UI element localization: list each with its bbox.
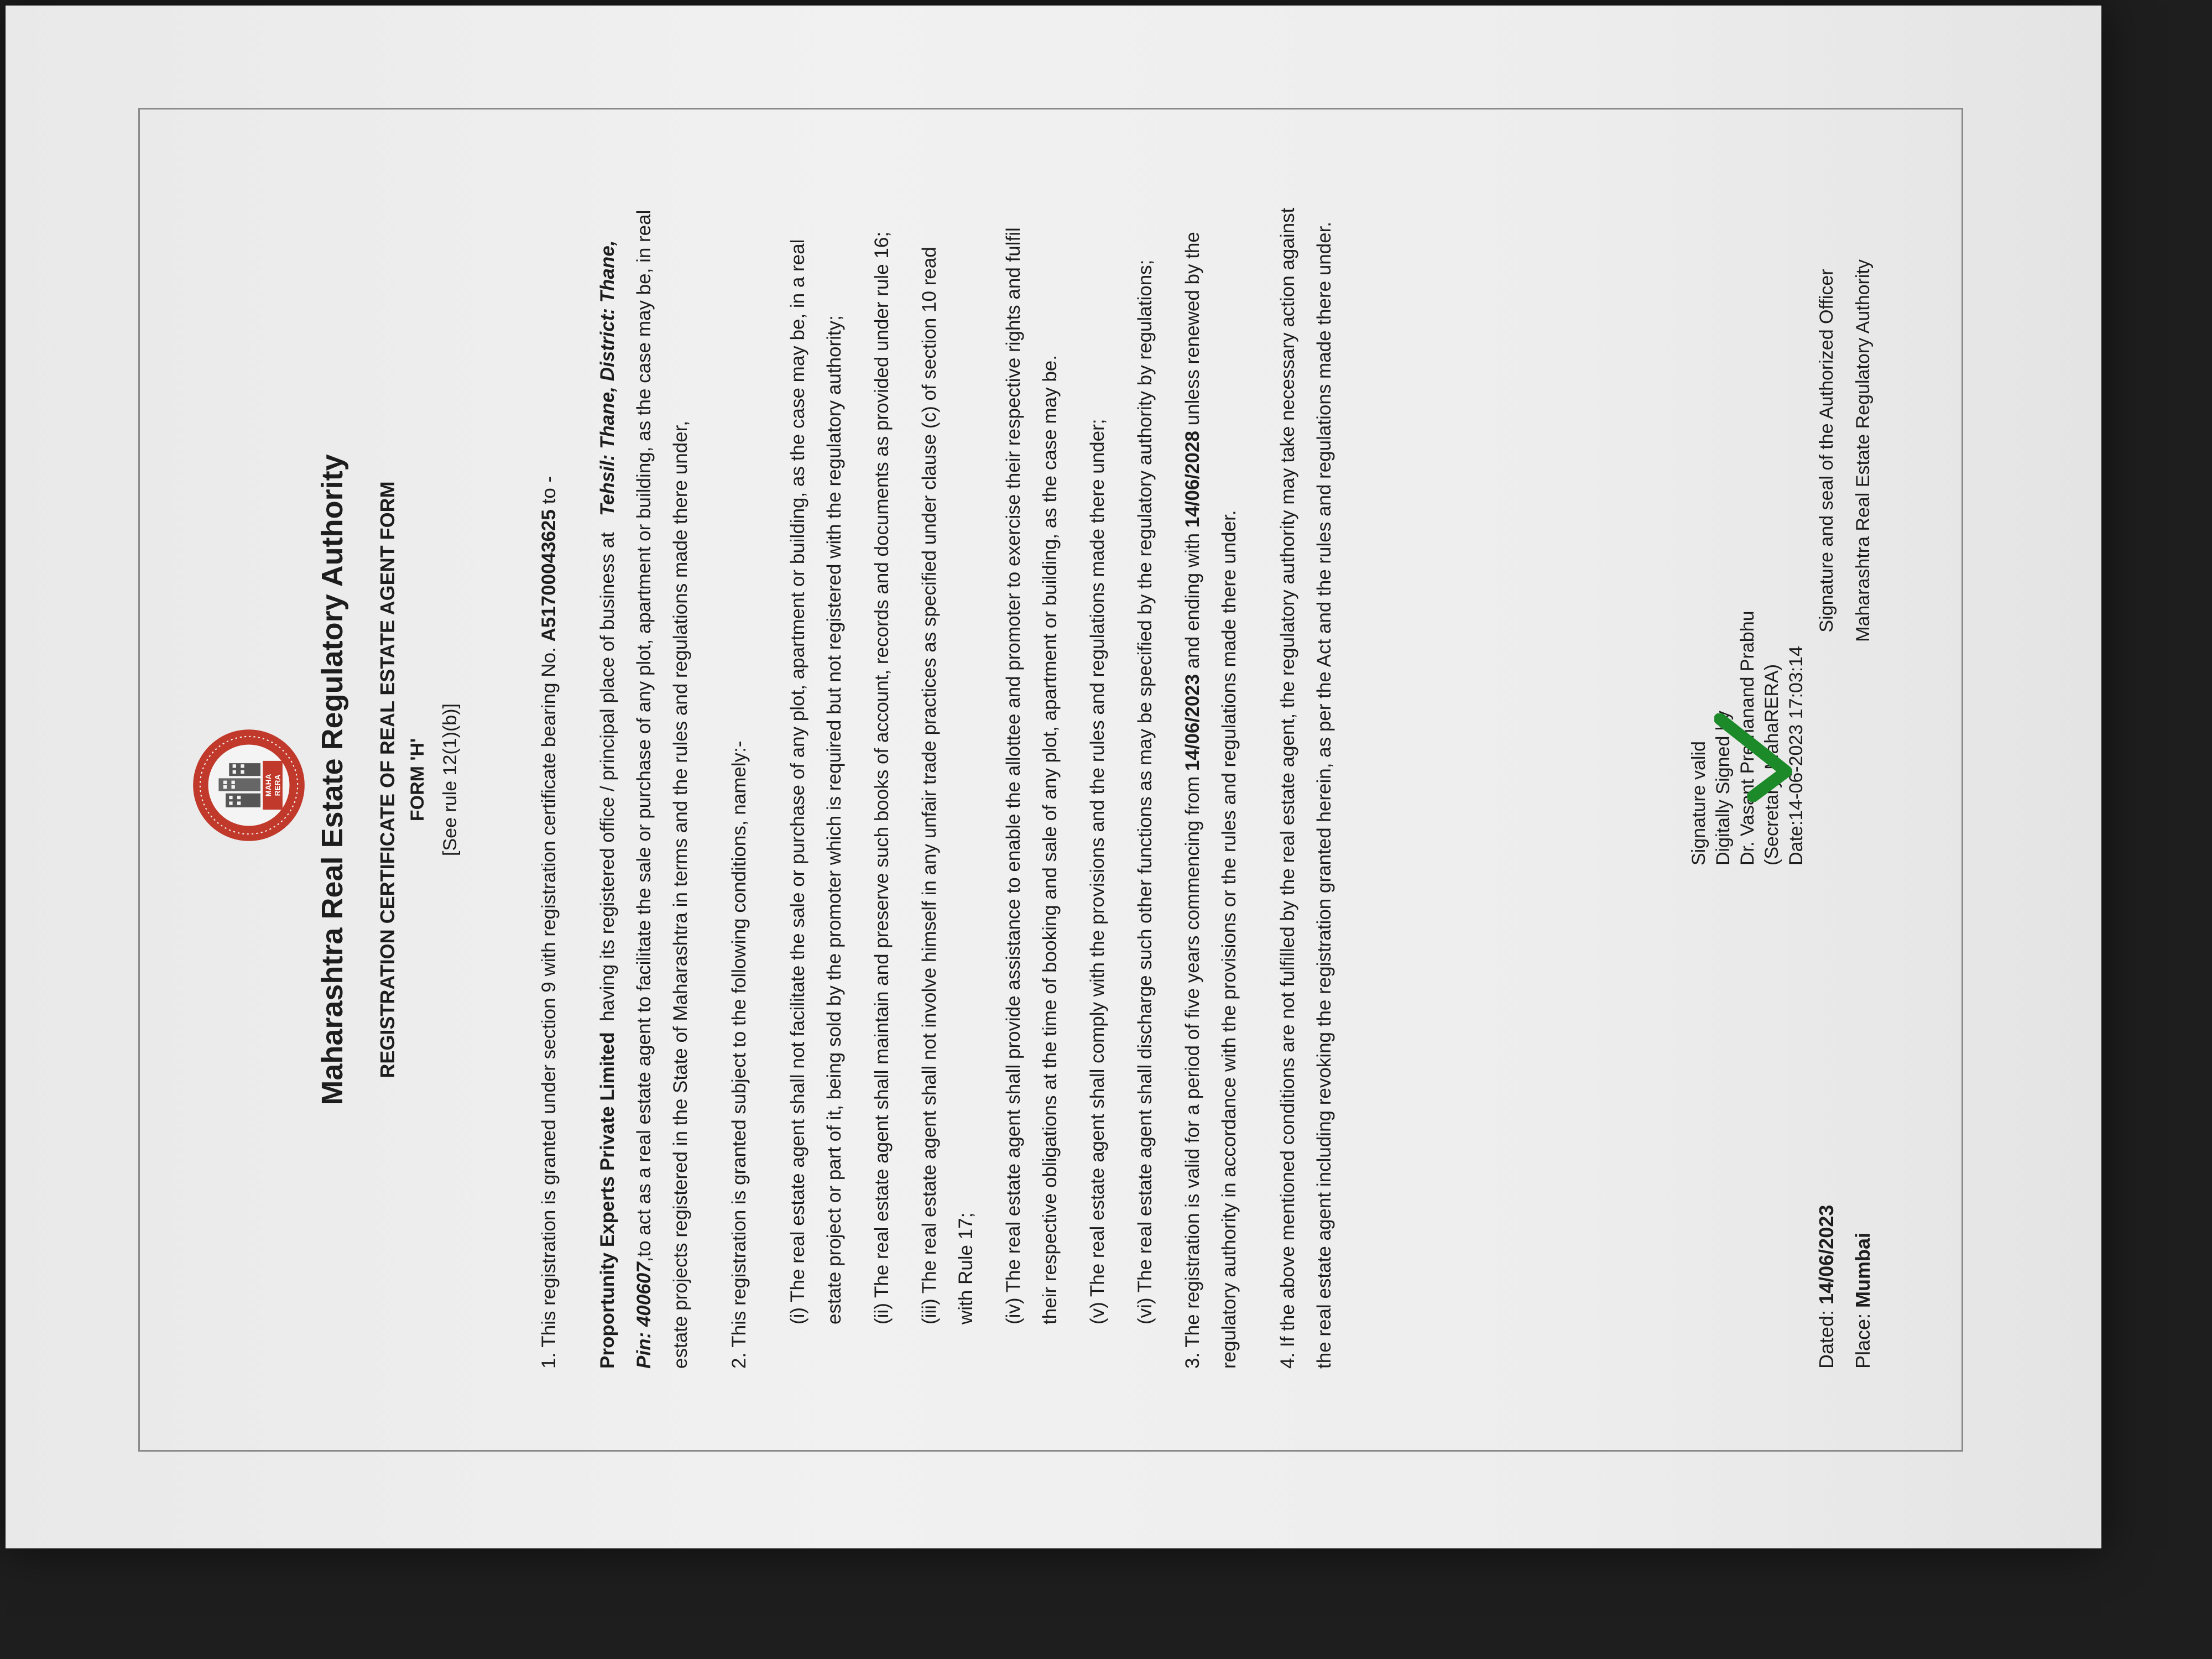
paragraph-3 (1175, 207, 1248, 1369)
valid-to-date: 14/06/2028 (1182, 431, 1203, 528)
agent-text-1: having its registered office / principal place of business at (597, 516, 618, 1032)
digital-signature (1687, 534, 1808, 865)
condition-item: (ii) The real estate agent shall maintain and preserve such books of account, records and documents as provided under rule 16; (871, 231, 893, 1324)
paragraph-4: 4. If the above mentioned conditions are not fulfilled by the real estate agent, the regulatory authority may take necessary action against the real estate agent including revoking the registration granted herein, as per the Act and the rules and regulations made there under. (1277, 207, 1335, 1369)
seal-line-1: Signature and seal of the Authorized Officer (1816, 269, 1837, 633)
rule-reference: [See rule 12(1)(b)] (440, 703, 461, 856)
para1-tail: to - (538, 476, 560, 510)
certificate-body (531, 207, 1365, 1369)
para3-tail: unless renewed by the regulatory authority in accordance with the provisions or the rules and regulations made there under. (1182, 232, 1240, 1369)
para3-text: 3. The registration is valid for a period of five years commencing from (1182, 771, 1203, 1369)
para3-mid: and ending with (1182, 528, 1203, 674)
date-place (1808, 1205, 1881, 1369)
valid-from-date: 14/06/2023 (1182, 674, 1203, 771)
condition-item: (vi) The real estate agent shall discharge such other functions as may be specified by the regulatory authority by regulations; (1134, 259, 1156, 1324)
agent-text-2: ,to act as a real estate agent to facilitate the sale or purchase of any plot, apartment or building, as the case may be, in real estate projects registered in the State of Maharashtra in terms and the rules and regulations made there under, (633, 210, 691, 1369)
seal-caption (1808, 185, 1881, 716)
paragraph-2: 2. This registration is granted subject to the following conditions, namely:- (728, 740, 750, 1369)
certificate-document (138, 108, 1963, 1452)
condition-item: (iii) The real estate agent shall not involve himself in any unfair trade practices as specified under clause (c) of section 10 read with Rule 17; (919, 247, 977, 1324)
agent-name: Proportunity Experts Private Limited (597, 1032, 618, 1369)
paragraph-agent (589, 207, 699, 1369)
condition-item: (v) The real estate agent shall comply with the provisions and the rules and regulations made there under; (1087, 419, 1108, 1324)
signature-date: Date:14-06-2023 17:03:14 (1786, 646, 1807, 865)
signature-check-icon (1714, 713, 1797, 802)
authority-title: Maharashtra Real Estate Regulatory Authority (316, 454, 349, 1105)
form-label: FORM 'H' (407, 738, 428, 822)
registration-number: A51700043625 (538, 509, 560, 642)
para1-text: 1. This registration is granted under section 9 with registration certificate bearing No. (538, 641, 560, 1369)
maharera-logo (191, 727, 307, 843)
dated-label: Dated: (1815, 1304, 1838, 1369)
agent-address: Tehsil: Thane, District: Thane, Pin: 400607 (597, 240, 655, 1369)
place-value: Mumbai (1851, 1232, 1874, 1308)
condition-item: (iv) The real estate agent shall provide assistance to enable the allottee and promoter to exercise their respective rights and fulfil their respective obligations at the time of booking and sale of any plot, apartment or building, as the case may be. (1003, 227, 1061, 1324)
dated-value: 14/06/2023 (1815, 1204, 1838, 1305)
place-line (1845, 1205, 1881, 1369)
signature-signed-by: Digitally Signed by (1713, 711, 1734, 865)
dated-line (1808, 1205, 1845, 1369)
seal-line-2: Maharashtra Real Estate Regulatory Authority (1853, 259, 1874, 642)
condition-item: (i) The real estate agent shall not facilitate the sale or purchase of any plot, apartment or building, as the case may be, in a real estate project or part of it, being sold by the promoter which is required but not registered with the regulatory authority; (787, 239, 845, 1324)
certificate-title: REGISTRATION CERTIFICATE OF REAL ESTATE AGENT FORM (376, 481, 399, 1078)
svg-text:MAHA: MAHA (264, 774, 273, 797)
signature-status: Signature valid (1688, 741, 1709, 865)
place-label: Place: (1851, 1307, 1874, 1369)
signature-signer: Dr. Vasant Premanand Prabhu (1737, 611, 1758, 865)
paragraph-1 (531, 207, 567, 1369)
svg-text:RERA: RERA (273, 774, 282, 796)
conditions-list (780, 207, 1164, 1324)
signature-designation: (Secretary, MahaRERA) (1761, 664, 1782, 865)
